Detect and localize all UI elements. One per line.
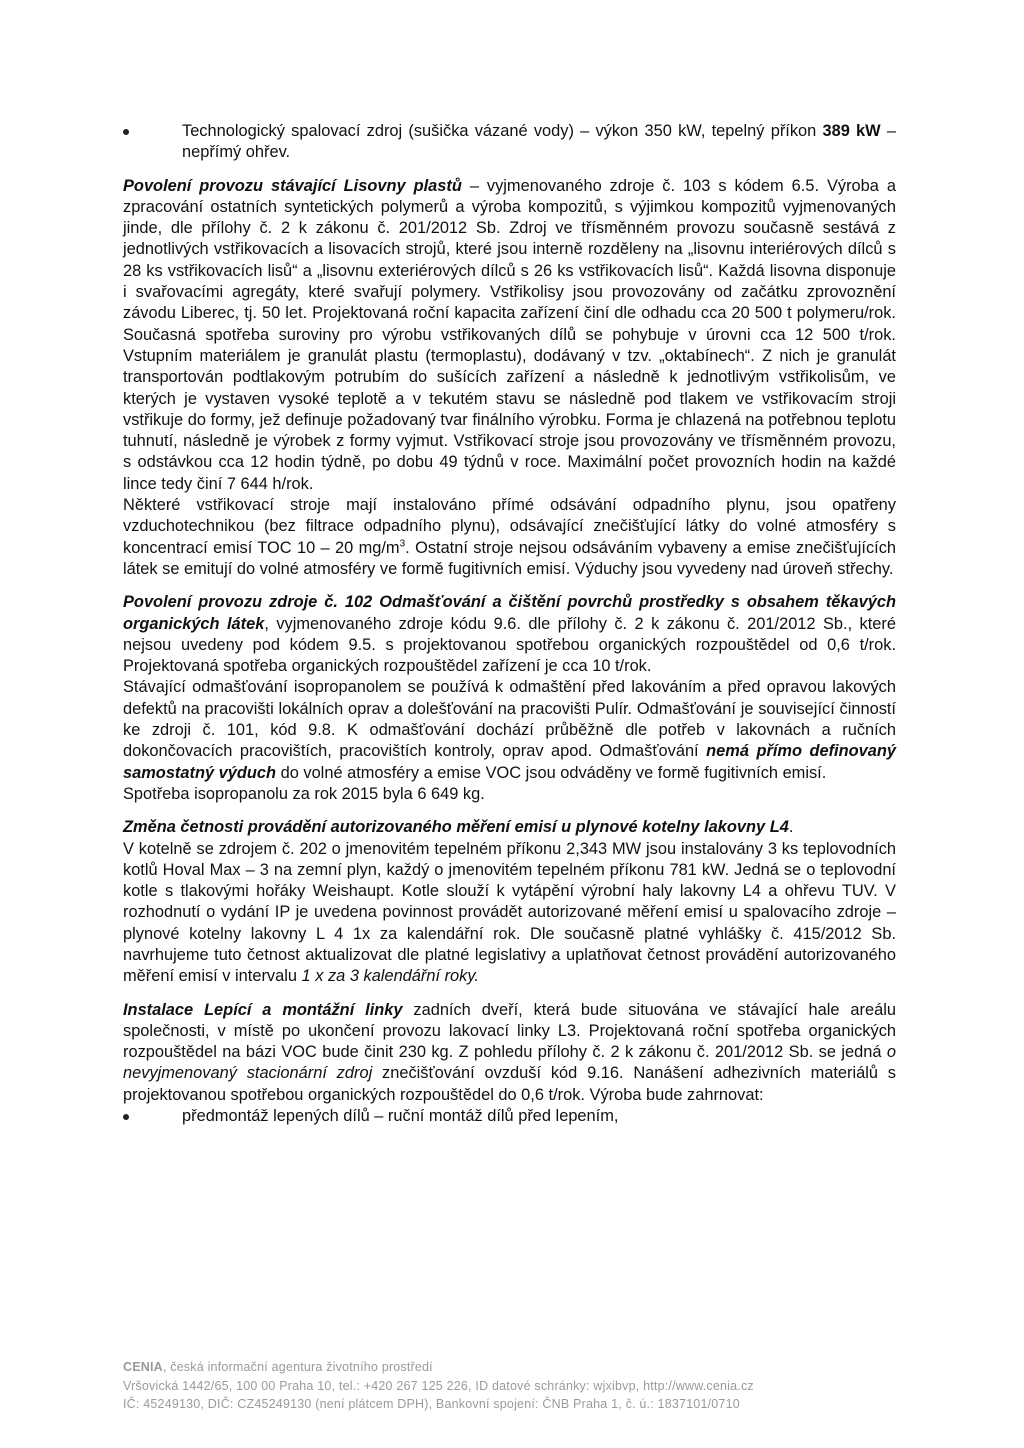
text-lepici-a: zadních dveří, která bude situována ve stávající hale areálu společnosti, v místě po ukončení provozu lakovací linky L3. Projektovaná roční spotřeba organických rozpouštědel na bázi VOC bude činit 230 kg. Z pohledu přílohy č. 2 k zákonu č. 201/2012 Sb. se jedná [123, 1000, 896, 1062]
superscript-3: 3 [399, 538, 406, 550]
text-kotelna: V kotelně se zdrojem č. 202 o jmenovitém tepelném příkonu 2,343 MW jsou instalovány 3 ks teplovodních kotlů Hoval Max – 3 na zemní plyn, každý o jmenovitém tepelném příkonu 781 kW. Jedná se o teplovodní kotle s tlakovými hořáky Weishaupt. Kotle slouží k vytápění výrobní haly lakovny L4 a ohřevu TUV. V rozhodnutí o vydání IP je uvedena povinnost provádět autorizované měření emisí u spalovacího zdroje – plynové kotelny lakovny L 4 1x za kalendářní rok. Dle současně platné vyhlášky č. 415/2012 Sb. navrhujeme tuto četnost aktualizovat dle platné legislativy a uplatňovat četnost provádění autorizovaného měření emisí v intervalu [123, 839, 896, 986]
footer-brand: CENIA [123, 1360, 163, 1374]
text-odmastovani-b: do volné atmosféry a emise VOC jsou odváděny ve formě fugitivních emisí. [276, 763, 827, 782]
bullet-bold-value: 389 kW [822, 122, 881, 140]
text-lisovna-emise-a: Některé vstřikovací stroje mají instalováno přímé odsávání odpadního plynu, jsou opatřeny vzduchotechnikou (bez filtrace odpadního plynu), odsávající znečišťující látky do volné atmosféry s koncentrací emisí TOC 10 – 20 mg/m [123, 496, 896, 557]
bullet-text: předmontáž lepených dílů – ruční montáž dílů před lepením, [182, 1107, 619, 1126]
paragraph-odmastovani [123, 592, 896, 677]
paragraph-lepici-linka [123, 1000, 896, 1106]
bullet-item-predmontaz [123, 1106, 896, 1127]
footer-org-name: , česká informační agentura životního prostředí [162, 1360, 433, 1374]
bullet-icon [123, 129, 129, 135]
document-body [123, 121, 896, 1127]
footer-line-1 [123, 1358, 903, 1377]
text-lisovna-intro: – vyjmenovaného zdroje č. 103 s kódem 6.5. Výroba a zpracování ostatních syntetických polymerů a výroba kompozitů, s výjimkou kompozitů vyjmenovaných jinde, dle přílohy č. 2 k zákonu č. 201/2012 Sb. Zdroj ve třísměnném provozu současně sestává z jednotlivých vstřikovacích a lisovacích strojů, které jsou interně rozděleny na „lisovnu interiérových dílců s 28 ks vstřikovacích lisů“ a „lisovnu exteriérových dílců s 26 ks vstřikovacích lisů“. Každá lisovna disponuje i svařovacími agregáty, které svařují polymery. Vstřikolisy jsou provozovány od začátku zprovoznění závodu Liberec, tj. 50 let. Projektovaná roční kapacita zařízení činí dle odhadu cca 20 500 t polymeru/rok. Současná spotřeba suroviny pro výrobu vstřikovaných dílů se pohybuje v úrovni cca 12 500 t/rok. Vstupním materiálem je granulát plastu (termoplastu), dodávaný v tzv. „oktabínech“. Z nich je granulát transportován podtlakovým potrubím do sušících zařízení a následně k jednotlivým vstřikolisům, ve kterých je vystaven vysoké teplotě a v tekutém stavu se následně pod tlakem ve vstřikovacím stroji vstřikuje do formy, jež definuje požadovaný tvar finálního výrobku. Forma je chlazená na potřebnou teplotu tuhnutí, následně je výrobek z formy vyjmut. Vstřikovací stroje jsou provozovány ve třísměnném provozu, s odstávkou cca 12 hodin týdně, po dobu 49 týdnů v roce. Maximální počet provozních hodin na každé lince tedy činí 7 644 h/rok. [123, 176, 896, 493]
bullet-item-technologicky-zdroj [123, 121, 896, 164]
bullet-icon [123, 1114, 129, 1120]
heading-kotelna-period: . [788, 818, 794, 837]
heading-odmastovani: Povolení provozu zdroje č. 102 Odmašťování a čištění povrchů prostředky s obsahem těkavých organických látek [123, 593, 896, 633]
heading-lisovna: Povolení provozu stávající Lisovny plastů [123, 176, 462, 195]
text-lepici-b: znečišťování ovzduší kód 9.16. Nanášení adhezivních materiálů s projektovanou spotřebou organických rozpouštědel do 0,6 t/rok. Výroba bude zahrnovat: [123, 1064, 897, 1104]
text-kotelna-interval: 1 x za 3 kalendářní roky. [301, 967, 479, 986]
bullet-tail: – nepřímý ohřev. [182, 122, 896, 162]
text-lepici-emph: o nevyjmenovaný stacionární zdroj [123, 1043, 896, 1083]
paragraph-lisovna-emise [123, 495, 896, 580]
footer-line-2: Vršovická 1442/65, 100 00 Praha 10, tel.: +420 267 125 226, ID datové schránky: wjxibvp, http://www.cenia.cz [123, 1378, 754, 1393]
heading-lepici-linka: Instalace Lepící a montážní linky [123, 1000, 403, 1019]
text-odmastovani-intro: , vyjmenovaného zdroje kódu 9.6. dle přílohy č. 2 k zákonu č. 201/2012 Sb., které nejsou uvedeny pod kódem 9.5. s projektovanou spotřebou organických rozpouštědel od 0,6 t/rok. Projektovaná spotřeba organických rozpouštědel zařízení je cca 10 t/rok. [123, 614, 896, 676]
text-odmastovani-emph: nemá přímo definovaný samostatný výduch [123, 742, 896, 782]
paragraph-spotreba-isopropanolu: Spotřeba isopropanolu za rok 2015 byla 6 649 kg. [123, 784, 485, 803]
heading-kotelna-line [123, 817, 896, 838]
paragraph-lisovna [123, 176, 896, 495]
footer-line-3: IČ: 45249130, DIČ: CZ45249130 (není plátcem DPH), Bankovní spojení: ČNB Praha 1, č. ú.: 1837101/0710 [123, 1397, 740, 1411]
text-odmastovani-a: Stávající odmašťování isopropanolem se používá k odmaštění před lakováním a před opravou lakových defektů na pracovišti lokálních oprav a dolešťování na pracovišti Pulír. Odmašťování je související činností ke zdroji č. 101, kód 9.8. K odmašťování dochází průběžně dle potřeb v lakovnách a ručních dokončovacích pracovištích, pracovištích kontroly, oprav apod. Odmašťování [123, 678, 896, 761]
paragraph-kotelna [123, 839, 896, 988]
paragraph-odmastovani-isopropanol [123, 677, 896, 783]
page-footer [123, 1358, 903, 1414]
heading-kotelna: Změna četnosti provádění autorizovaného měření emisí u plynové kotelny lakovny L4 [123, 818, 789, 837]
text-lisovna-emise-b: . Ostatní stroje nejsou odsáváním vybaveny a emise znečišťujících látek se emitují do volné atmosféry ve formě fugitivních emisí. Výduchy jsou vyvedeny nad úroveň střechy. [123, 538, 897, 578]
bullet-text: Technologický spalovací zdroj (sušička vázané vody) – výkon 350 kW, tepelný příkon [182, 122, 823, 140]
